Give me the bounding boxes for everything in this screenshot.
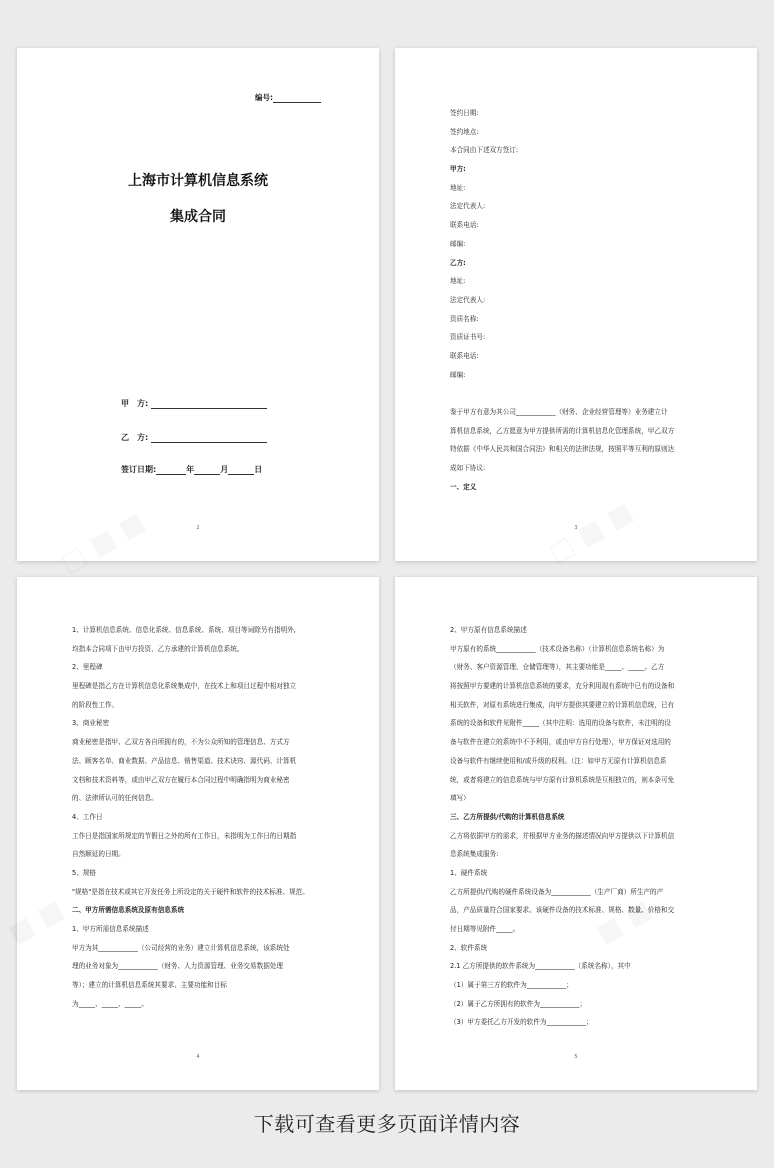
text-line: 乙方所提供/代购的硬件系统设备为____________（生产厂商）所生产的产 (450, 887, 664, 896)
party-a-label: 甲 方: (121, 399, 149, 408)
text-line: 二、甲方所需信息系统及原有信息系统 (72, 906, 185, 915)
cover-title-line2: 集成合同 (170, 209, 226, 225)
page-3-body (450, 104, 708, 496)
text-line: 乙方将依据甲方的需求，并根据甲方业务的描述情况向甲方提供以下计算机信 (450, 831, 675, 840)
text-line: 一、定义 (450, 482, 477, 491)
sign-date-field (121, 464, 262, 475)
serial-number-field (255, 92, 321, 103)
text-line: 地址: (450, 277, 466, 286)
text-line (450, 384, 708, 403)
party-b-blank (151, 433, 267, 443)
text-line: （财务、客户资源管理、仓储管理等），其主要功能是_____、_____。乙方 (450, 663, 665, 672)
text-line: 甲方为其____________（公司经营的业务）建立计算机信息系统，该系统处 (72, 943, 290, 952)
contract-cover-page (17, 48, 379, 561)
page-4-body (72, 621, 330, 1013)
text-line: 1、计算机信息系统、信息化系统、信息系统、系统、项目等词除另有指明外, (72, 626, 296, 634)
serial-number-blank (273, 94, 321, 103)
year-label: 年 (186, 465, 195, 474)
text-line: （3）甲方委托乙方开发的软件为____________； (450, 1018, 593, 1027)
text-line: 填写） (450, 794, 470, 803)
text-line: 资质证书号: (450, 333, 486, 342)
watermark (3, 894, 68, 949)
text-line: 联系电话: (450, 351, 479, 360)
sign-date-label: 签订日期: (121, 465, 157, 474)
text-line: 系统的设备和软件见附件_____（其中注明：选用的设备与软件，未注明的设 (450, 719, 671, 728)
text-line: 相关软件，对原有系统进行集成，向甲方提供其要建立的计算机信息统，已有 (450, 700, 675, 709)
contract-page-3 (395, 48, 757, 561)
text-line: 签约日期: (450, 109, 479, 117)
text-line: 法定代表人: (450, 202, 486, 211)
text-line: 乙方: (450, 258, 466, 267)
text-line: 特依据《中华人民共和国合同法》和相关的法律法规，按照平等互利的原则达 (450, 445, 675, 454)
text-line: 5、规格 (72, 868, 96, 877)
text-line: 品，产品质量符合国家要求。该硬件设备的技术标准、规格、数量、价格和交 (450, 906, 675, 915)
text-line: 商业秘密是指甲、乙双方各自所拥有的，不为公众所知的管理信息、方式方 (72, 738, 290, 747)
text-line: 邮编: (450, 370, 466, 379)
text-line: "规格"是指在技术或其它开发任务上所设定的关于硬件和软件的技术标准、规范。 (72, 887, 309, 896)
contract-page-4 (17, 577, 379, 1090)
text-line: 的阶段性工作。 (72, 700, 119, 709)
text-line: 2.1 乙方所提供的软件系统为____________（系统名称），其中 (450, 962, 631, 971)
text-line: 付日期等见附件_____。 (450, 925, 520, 933)
text-line: 为_____、_____、_____。 (72, 999, 148, 1008)
text-line: 三、乙方所提供/代购的计算机信息系统 (450, 812, 565, 821)
month-blank (194, 465, 220, 475)
year-blank (156, 465, 186, 475)
text-line: 均指本合同项下由甲方投资、乙方承建的计算机信息系统。 (72, 644, 244, 653)
cover-title-line1: 上海市计算机信息系统 (128, 173, 268, 189)
day-label: 日 (254, 465, 263, 474)
text-line: 工作日是指国家所规定的节假日之外的所有工作日，未指明为工作日的日期指 (72, 831, 297, 840)
text-line: 甲方: (450, 165, 466, 174)
text-line: 邮编: (450, 239, 466, 248)
text-line: 2、甲方原有信息系统描述 (450, 626, 527, 634)
party-a-field (121, 398, 267, 409)
day-blank (228, 465, 254, 475)
text-line: 的、法律所认可的任何信息。 (72, 794, 158, 803)
text-line: （1）属于第三方的软件为____________； (450, 981, 573, 990)
text-line: 1、甲方所需信息系统描述 (72, 925, 149, 933)
text-line: 4、工作日 (72, 812, 103, 821)
text-line: 2、里程碑 (72, 663, 103, 672)
text-line: 里程碑是指乙方在计算机信息化系统集成中，在技术上和项目过程中相对独立 (72, 682, 297, 691)
month-label: 月 (220, 465, 229, 474)
text-line: 理的业务对象为____________（财务、人力资源管理、业务交易数据处理 (72, 962, 283, 971)
text-line: 法、顾客名单、商业数据、产品信息、销售渠道、技术诀窍、源代码、计算机 (72, 756, 297, 765)
text-line: （2）属于乙方所拥有的软件为____________； (450, 999, 587, 1008)
contract-page-5 (395, 577, 757, 1090)
text-line: 法定代表人: (450, 295, 486, 304)
text-line: 成如下协议: (450, 464, 486, 473)
text-line: 2、软件系统 (450, 943, 488, 952)
text-line: 将按照甲方要建的计算机信息系统的要求，充分利用现有系统中已有的设备和 (450, 682, 675, 691)
watermark (56, 507, 151, 579)
page-number: 2 (196, 525, 200, 531)
text-line: 算机信息系统，乙方愿意为甲方提供所需的计算机信息化管理系统，甲乙双方 (450, 426, 675, 435)
watermark (544, 497, 639, 569)
serial-number-label: 编号: (255, 93, 273, 102)
page-number: 5 (574, 1054, 578, 1060)
text-line: 备与软件在建立的系统中不予利用，或由甲方自行处理），甲方保证对选用的 (450, 738, 671, 747)
page-number: 4 (196, 1054, 200, 1060)
party-b-field (121, 432, 267, 443)
text-line: 地址: (450, 183, 466, 192)
page-5-body (450, 621, 708, 1032)
page-number: 3 (574, 525, 578, 531)
party-b-label: 乙 方: (121, 433, 149, 442)
party-a-blank (151, 399, 267, 409)
text-line: 1、硬件系统 (450, 868, 488, 877)
text-line: 等）；建立的计算机信息系统其要求、主要功能和目标 (72, 981, 227, 990)
text-line: 甲方原有的系统____________（技术设备名称）（计算机信息系统名称）为 (450, 644, 665, 653)
text-line: 联系电话: (450, 221, 479, 230)
text-line: 鉴于甲方有意为其公司____________（财务、企业经营管理等）业务建立计 (450, 408, 668, 416)
download-caption: 下载可查看更多页面详情内容 (253, 1112, 521, 1136)
text-line: 文档和技术资料等，或由甲乙双方在履行本合同过程中明确指明为商业秘密 (72, 775, 290, 784)
text-line: 本合同由下述双方签订: (450, 146, 519, 155)
text-line: 息系统集成服务: (450, 850, 499, 859)
text-line: 资质名称: (450, 314, 479, 323)
text-line: 自然顺延的日期。 (72, 850, 125, 859)
text-line: 签约地点: (450, 127, 479, 136)
text-line: 3、商业秘密 (72, 719, 110, 728)
text-line: 统，或者将建立的信息系统与甲方原有计算机系统是互相独立的，则本条可免 (450, 775, 675, 784)
text-line: 设备与软件有继续使用和/或升级的权利。（注：如甲方无原有计算机信息系 (450, 756, 667, 765)
